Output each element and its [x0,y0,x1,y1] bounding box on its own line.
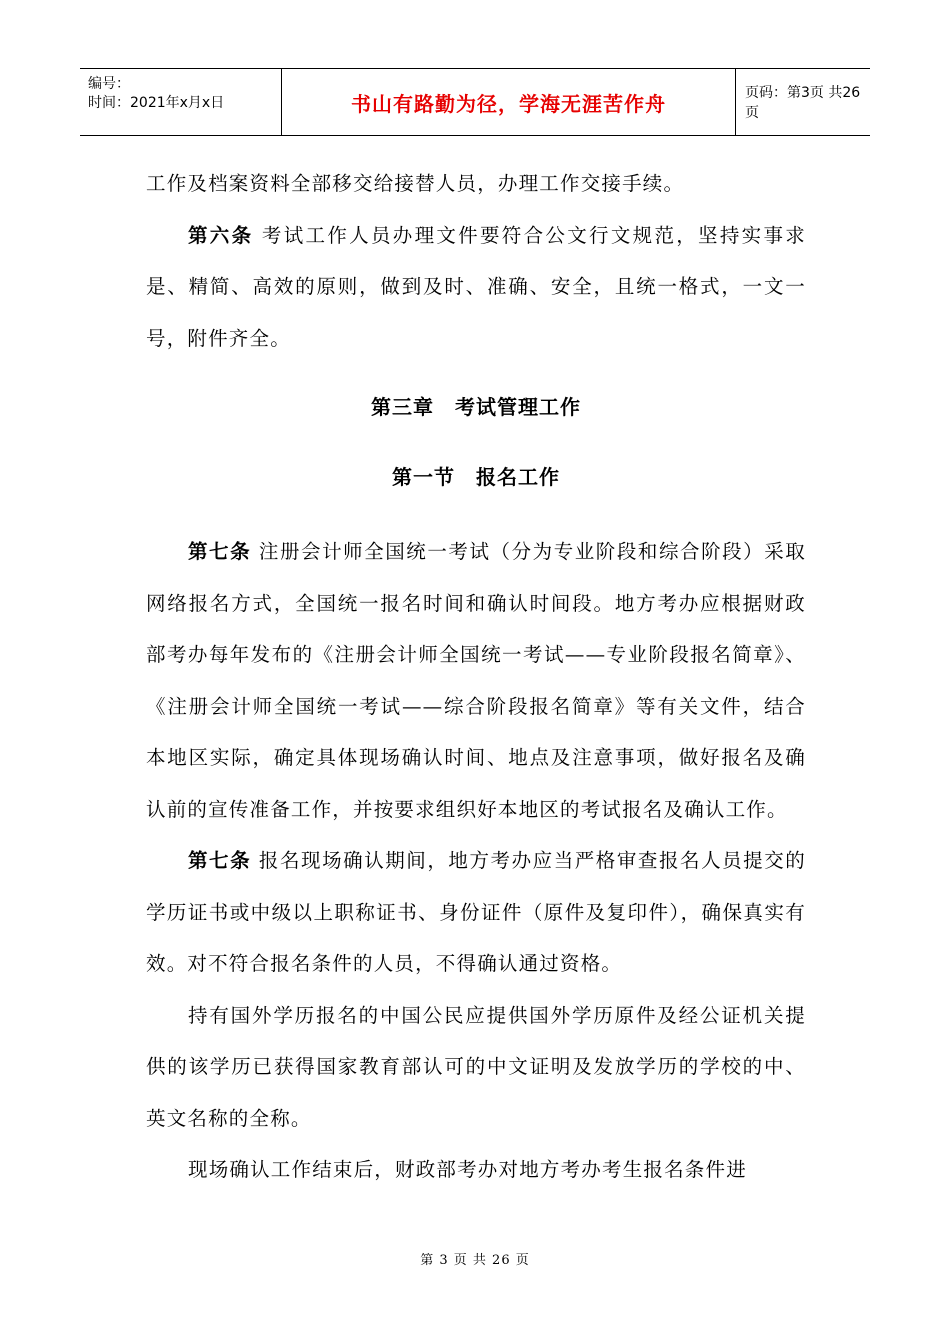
chapter-heading-block [146,382,806,434]
page-footer [0,1249,950,1268]
article-label: 第六条 [188,223,254,247]
page-header [80,68,870,136]
header-motto: 书山有路勤为径，学海无涯苦作舟 [351,91,666,116]
section-heading-block [146,452,806,504]
article-label: 第七条 [188,540,252,563]
header-page-cell [736,69,870,135]
paragraph: 现场确认工作结束后，财政部考办对地方考办考生报名条件进 [188,1158,747,1181]
footer-page-number: 第 3 页 共 26 页 [420,1253,530,1268]
document-body [146,158,806,364]
paragraph: 持有国外学历报名的中国公民应提供国外学历原件及经公证机关提供的该学历已获得国家教育部认可的中文证明及发放学历的学校的中、英文名称的全称。 [146,1003,806,1130]
article-label: 第七条 [188,849,252,872]
chapter-heading: 第三章 考试管理工作 [371,395,581,419]
header-page-info: 页码：第3页 共26页 [745,85,861,121]
document-body-continued [146,526,806,1196]
document-time-label: 时间：2021年x月x日 [88,95,225,111]
paragraph-article-7-confirmation [146,835,806,990]
header-motto-cell [282,69,736,135]
article-text: 报名现场确认期间，地方考办应当严格审查报名人员提交的学历证书或中级以上职称证书、身份证件（原件及复印件），确保真实有效。对不符合报名条件的人员，不得确认通过资格。 [146,849,806,975]
paragraph-article-6 [146,210,806,365]
document-number-label: 编号： [88,76,130,92]
paragraph: 工作及档案资料全部移交给接替人员，办理工作交接手续。 [146,172,685,195]
header-meta-cell [80,69,282,135]
article-text: 考试工作人员办理文件要符合公文行文规范，坚持实事求是、精简、高效的原则，做到及时、准确、安全，且统一格式，一文一号，附件齐全。 [146,223,806,350]
article-text: 注册会计师全国统一考试（分为专业阶段和综合阶段）采取网络报名方式，全国统一报名时间和确认时间段。地方考办应根据财政部考办每年发布的《注册会计师全国统一考试——专业阶段报名简章》、《注册会计师全国统一考试——综合阶段报名简章》等有关文件，结合本地区实际，确定具体现场确认时间、地点及注意事项，做好报名及确认前的宣传准备工作，并按要求组织好本地区的考试报名及确认工作。 [146,540,806,821]
section-heading: 第一节 报名工作 [392,465,560,489]
paragraph-article-7 [146,526,806,835]
